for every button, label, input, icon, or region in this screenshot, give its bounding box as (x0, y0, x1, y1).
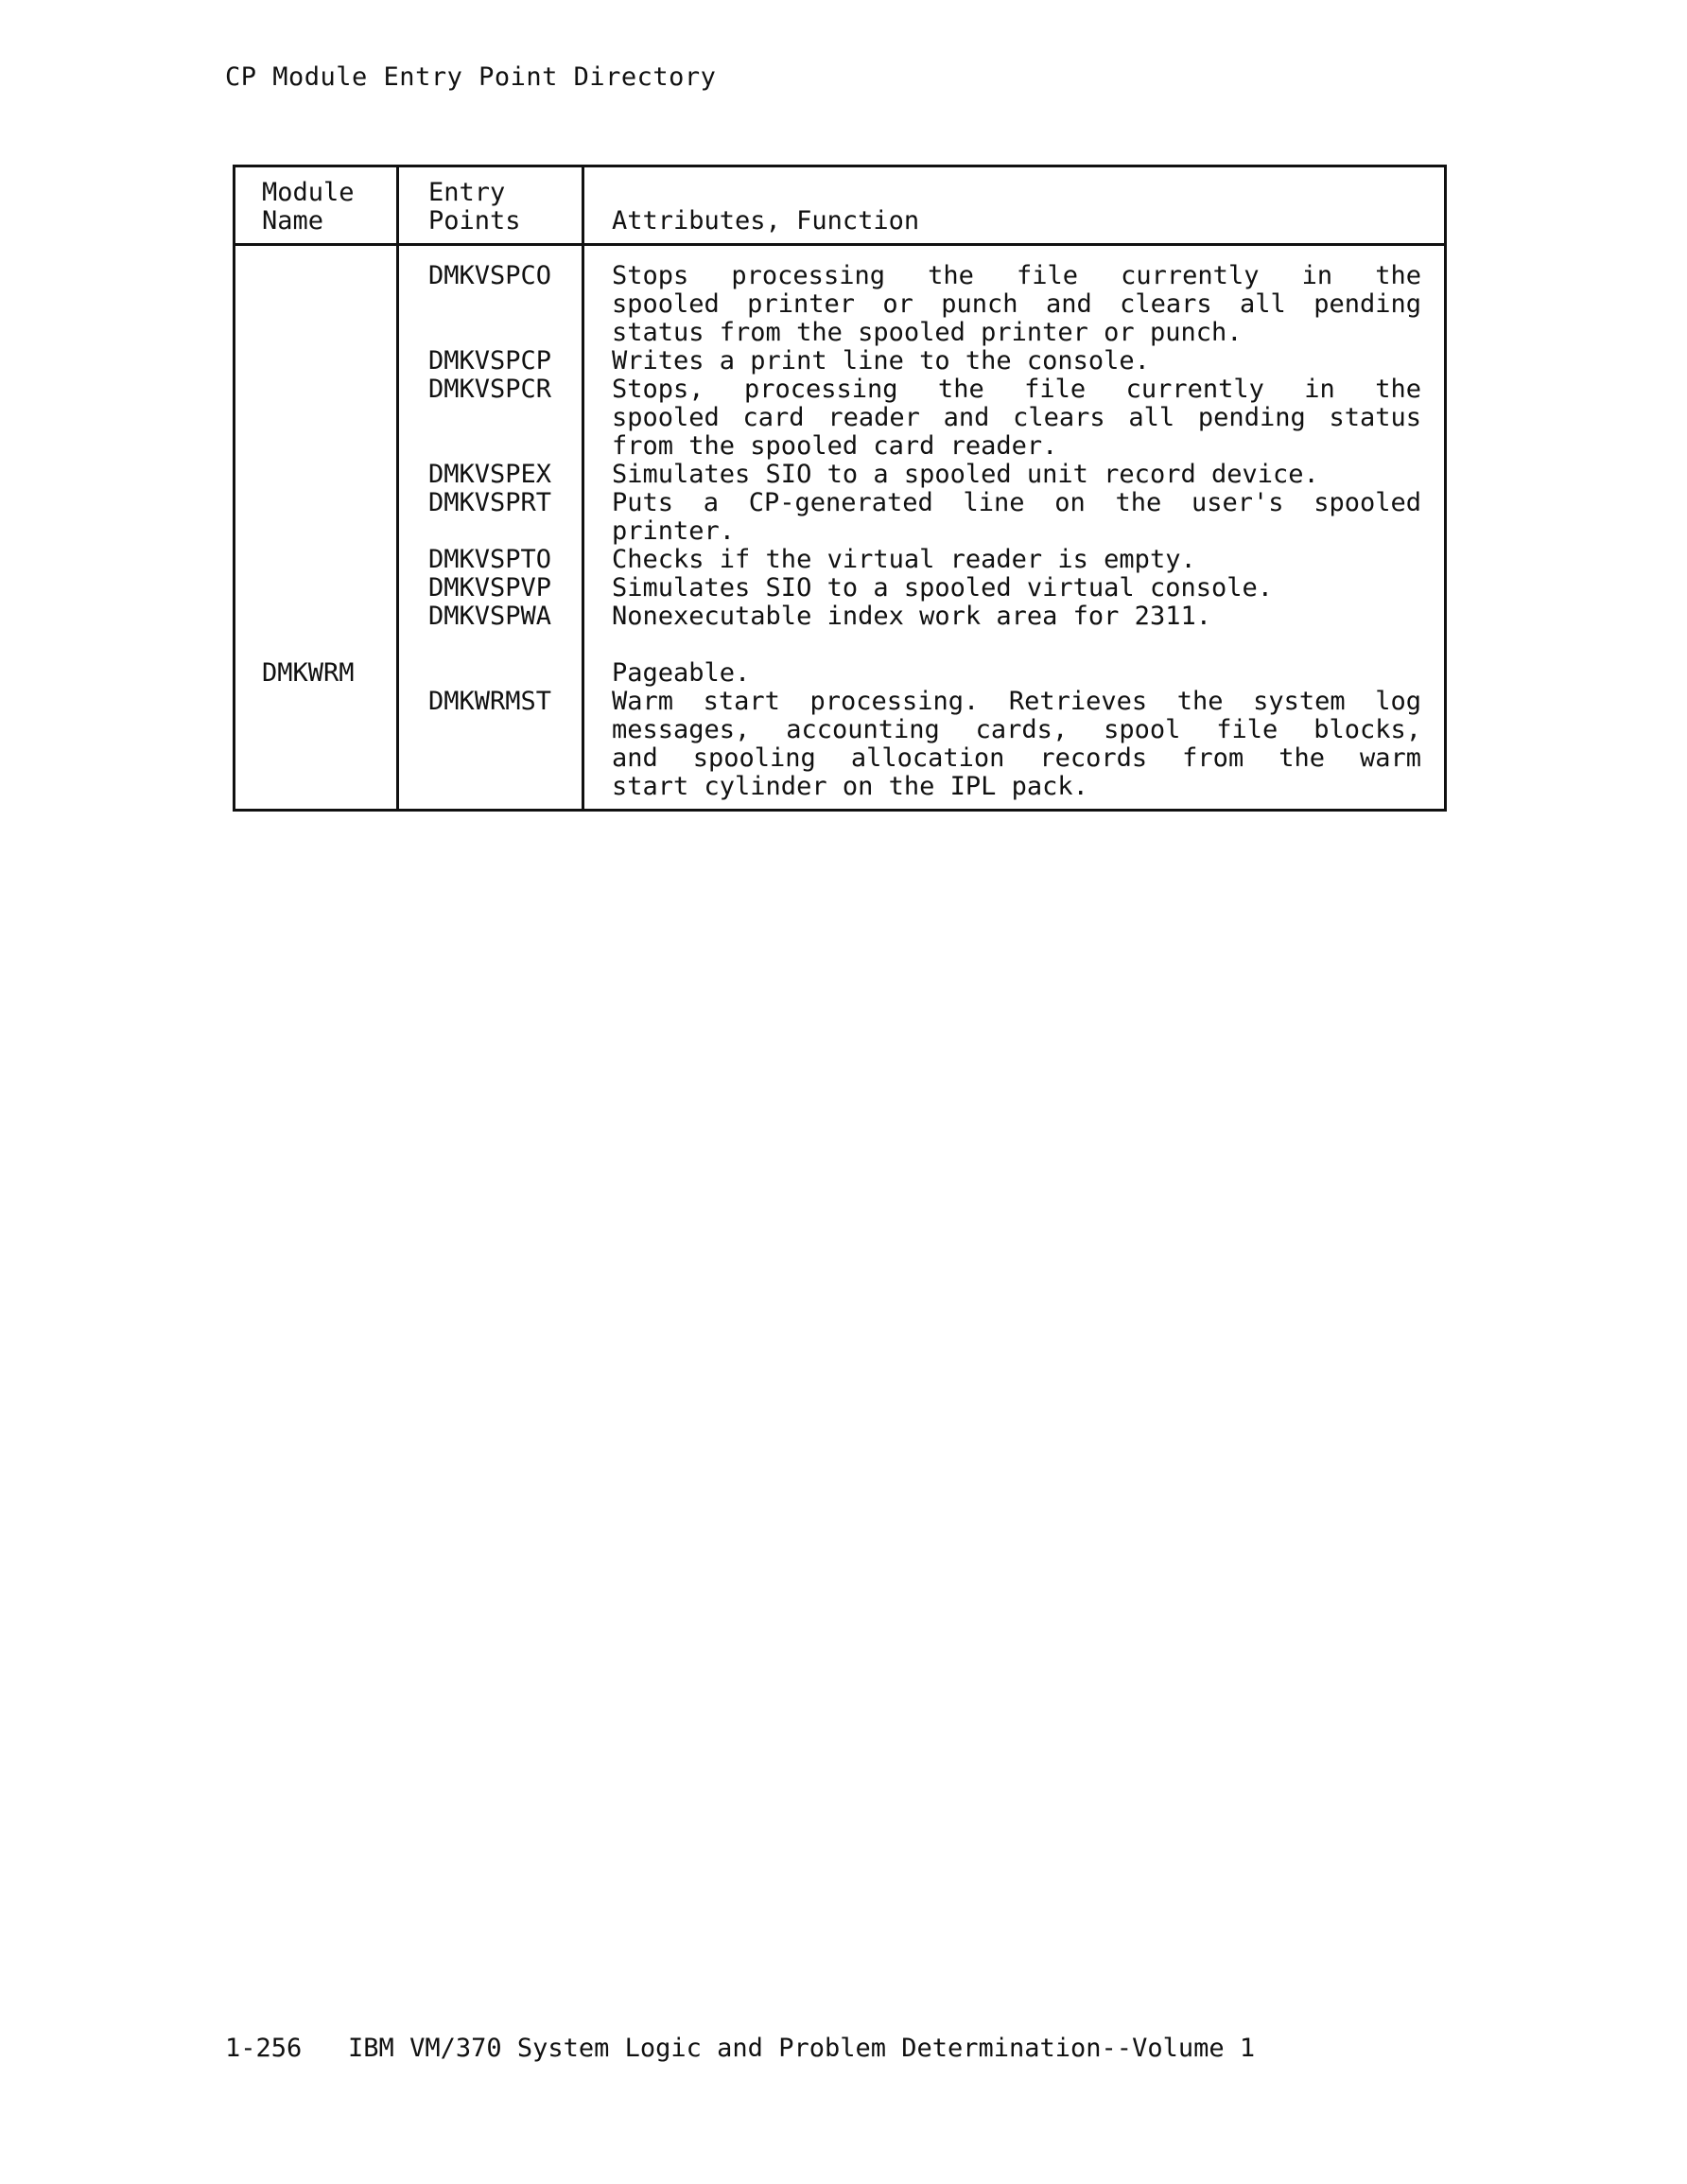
table-row (235, 347, 1444, 376)
entry-point-cell: DMKVSPCP (428, 346, 552, 376)
function-description-cell: spooled printer or punch and clears all pending (612, 289, 1421, 319)
header-module-line2: Name (262, 206, 324, 236)
table-row (235, 319, 1444, 347)
table-row (235, 404, 1444, 432)
table-row (235, 631, 1444, 659)
function-description-cell: start cylinder on the IPL pack. (612, 772, 1088, 801)
header-attributes-function: Attributes, Function (612, 206, 920, 236)
table-row (235, 773, 1444, 801)
module-name-cell: DMKWRM (262, 658, 355, 688)
table-row (235, 432, 1444, 461)
function-description-cell: Warm start processing. Retrieves the system log (612, 687, 1421, 716)
table-row (235, 659, 1444, 688)
function-description-cell: messages, accounting cards, spool file blocks, (612, 715, 1421, 744)
header-entry-line2: Points (428, 206, 521, 236)
table-row (235, 262, 1444, 290)
function-description-cell: Simulates SIO to a spooled unit record device. (612, 460, 1319, 489)
function-description-cell: Nonexecutable index work area for 2311. (612, 602, 1211, 631)
function-description-cell: spooled card reader and clears all pending status (612, 403, 1421, 432)
function-description-cell: Writes a print line to the console. (612, 346, 1150, 376)
table-row (235, 716, 1444, 744)
entry-point-cell: DMKVSPTO (428, 545, 552, 574)
table-row (235, 489, 1444, 517)
entry-point-cell: DMKVSPCO (428, 261, 552, 290)
function-description-cell: Stops, processing the file currently in the (612, 375, 1421, 404)
entry-point-cell: DMKVSPCR (428, 375, 552, 404)
function-description-cell: Stops processing the file currently in the (612, 261, 1421, 290)
table-row (235, 744, 1444, 773)
table-row (235, 376, 1444, 404)
function-description-cell: Checks if the virtual reader is empty. (612, 545, 1196, 574)
table-row (235, 603, 1444, 631)
function-description-cell: status from the spooled printer or punch. (612, 318, 1243, 347)
table-row (235, 517, 1444, 546)
table-row (235, 546, 1444, 574)
table-body (235, 262, 1444, 801)
table-row (235, 461, 1444, 489)
entry-point-cell: DMKVSPEX (428, 460, 552, 489)
function-description-cell: from the spooled card reader. (612, 431, 1058, 461)
header-divider (235, 243, 1444, 246)
table-row (235, 688, 1444, 716)
entry-point-cell: DMKWRMST (428, 687, 552, 716)
entry-point-cell: DMKVSPRT (428, 488, 552, 517)
function-description-cell: and spooling allocation records from the warm (612, 743, 1421, 773)
function-description-cell: Puts a CP-generated line on the user's spooled (612, 488, 1421, 517)
table-row (235, 290, 1444, 319)
function-description-cell: printer. (612, 516, 736, 546)
header-module-line1: Module (262, 178, 355, 207)
entry-point-table (233, 165, 1447, 812)
page-footer: 1-256 IBM VM/370 System Logic and Problem Determination--Volume 1 (225, 2034, 1256, 2063)
entry-point-cell: DMKVSPVP (428, 573, 552, 603)
entry-point-cell: DMKVSPWA (428, 602, 552, 631)
table-row (235, 574, 1444, 603)
function-description-cell: Pageable. (612, 658, 751, 688)
function-description-cell: Simulates SIO to a spooled virtual console. (612, 573, 1273, 603)
running-head: CP Module Entry Point Directory (225, 62, 717, 92)
header-entry-line1: Entry (428, 178, 506, 207)
